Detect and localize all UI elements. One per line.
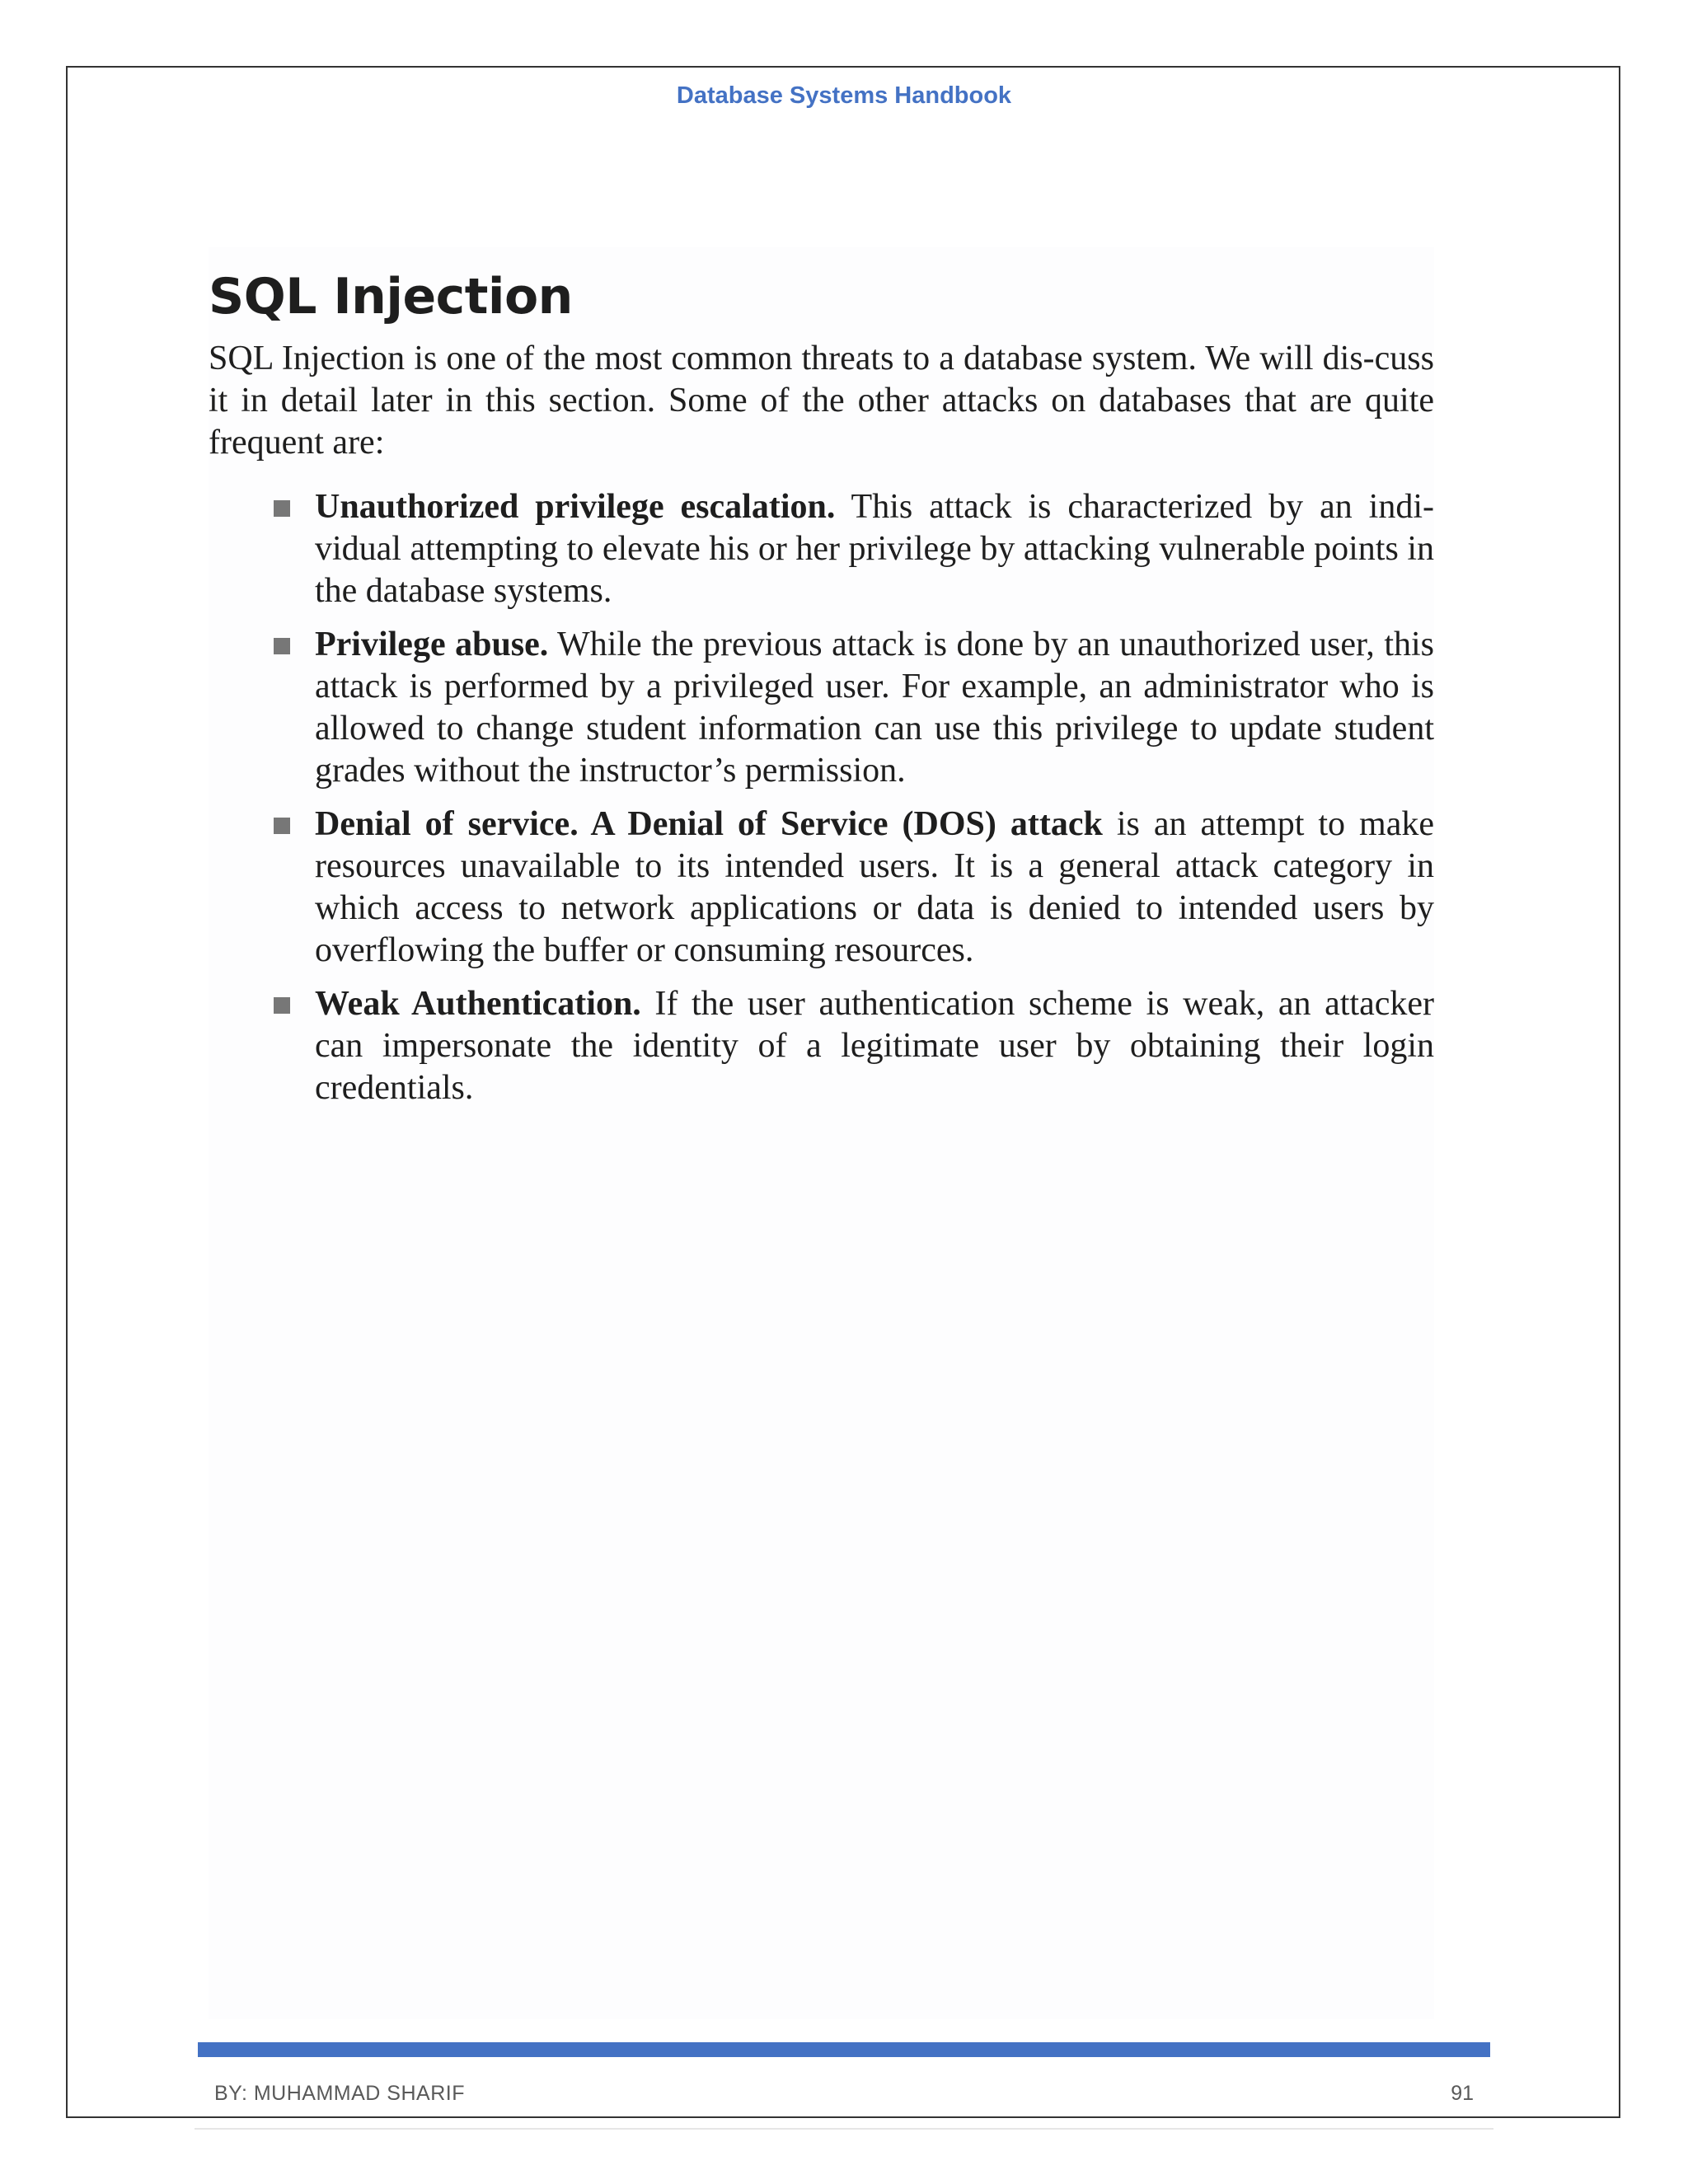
list-item: [209, 983, 1434, 1109]
header-title: Database Systems Handbook: [676, 82, 1012, 109]
list-item: [209, 804, 1434, 972]
square-bullet-icon: [274, 500, 290, 517]
bullet-term: Unauthorized privilege escalation.: [315, 488, 836, 526]
list-item: [209, 624, 1434, 792]
footer-author: BY: MUHAMMAD SHARIF: [214, 2082, 465, 2105]
page-number: 91: [1451, 2082, 1474, 2105]
square-bullet-icon: [274, 818, 290, 834]
bullet-text: While the previous attack is done by an unauthorized user, this attack is performed by a privileged user. For example, an administrator who is allowed to change student information can use this privilege to update student grades without the instructor’s permission.: [315, 626, 1434, 790]
list-item: [209, 486, 1434, 612]
bullet-term: Weak Authentication.: [315, 985, 641, 1023]
bullet-text: If the user authentication scheme is weak, an attacker can impersonate the identity of a legitimate user by obtaining their login credentials.: [315, 985, 1434, 1107]
bullet-text: is an attempt to make resources unavailable to its intended users. It is a general attack category in which access to network applications or data is denied to intended users by overflowing the buffer or consuming resources.: [315, 805, 1434, 969]
square-bullet-icon: [274, 638, 290, 654]
bullet-term: Denial of service. A Denial of Service (DOS) attack: [315, 805, 1103, 843]
intro-paragraph: SQL Injection is one of the most common threats to a database system. We will dis-cuss it in detail later in this section. Some of the other attacks on databases that are quite frequent are:: [209, 340, 1434, 462]
square-bullet-icon: [274, 997, 290, 1014]
attack-list: [209, 486, 1434, 1121]
bottom-divider: [195, 2128, 1493, 2130]
bullet-text: This attack is characterized by an indi-vidual attempting to elevate his or her privilege by attacking vulnerable points in the database systems.: [315, 488, 1434, 610]
footer-divider-bar: [198, 2042, 1490, 2057]
section-title: SQL Injection: [209, 268, 573, 326]
bullet-term: Privilege abuse.: [315, 626, 549, 663]
